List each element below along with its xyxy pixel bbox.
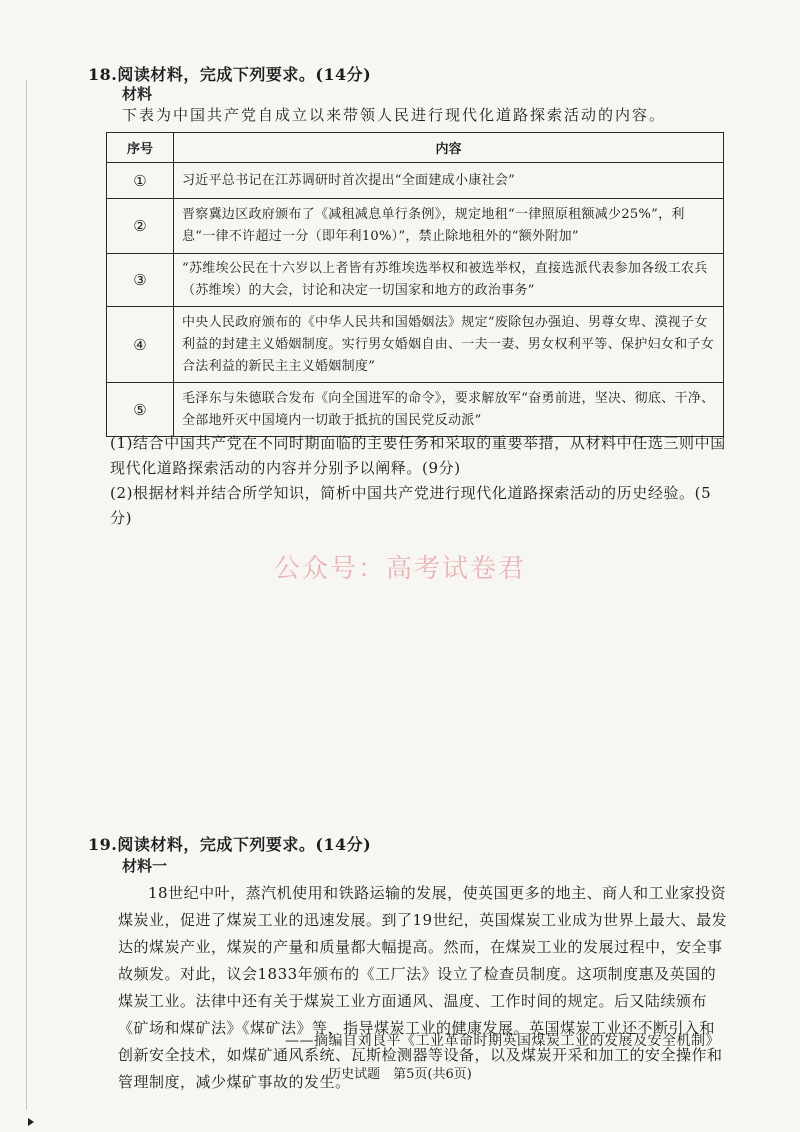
table-row <box>107 307 724 383</box>
row-content: 晋察冀边区政府颁布了《减租减息单行条例》，规定地租“一律照原租额减少25%”，利息“一律不许超过一分（即年利10%）”，禁止除地租外的“额外附加” <box>174 199 724 254</box>
q19-material-label: 材料一 <box>122 857 168 875</box>
q18-material-table <box>106 132 724 437</box>
q19-paragraph: 18世纪中叶，蒸汽机使用和铁路运输的发展，使英国更多的地主、商人和工业家投资煤炭业，促进了煤炭工业的迅速发展。到了19世纪，英国煤炭工业成为世界上最大、最发达的煤炭产业，煤炭的产量和质量都大幅提高。然而，在煤炭工业的发展过程中，安全事故频发。对此，议会1833年颁布的《工厂法》设立了检查员制度。这项制度惠及英国的煤炭工业。法律中还有关于煤炭工业方面通风、温度、工作时间的规定。后又陆续颁布《矿场和煤矿法》《煤矿法》等，指导煤炭工业的健康发展。英国煤炭工业还不断引入和创新安全技术，如煤矿通风系统、瓦斯检测器等设备，以及煤炭开采和加工的安全操作和管理制度，减少煤矿事故的发生。 <box>118 884 728 1091</box>
row-content: 中央人民政府颁布的《中华人民共和国婚姻法》规定“废除包办强迫、男尊女卑、漠视子女利益的封建主义婚姻制度。实行男女婚姻自由、一夫一妻、男女权利平等、保护妇女和子女合法利益的新民主主义婚姻制度” <box>174 307 724 383</box>
row-content: 习近平总书记在江苏调研时首次提出“全面建成小康社会” <box>174 163 724 199</box>
table-row <box>107 163 724 199</box>
q19-title: 19.阅读材料，完成下列要求。(14分) <box>88 835 372 854</box>
q18-intro: 下表为中国共产党自成立以来带领人民进行现代化道路探索活动的内容。 <box>122 106 667 124</box>
table-row <box>107 254 724 307</box>
q18-question-1: (1)结合中国共产党在不同时期面临的主要任务和采取的重要举措，从材料中任选三则中国现代化道路探索活动的内容并分别予以阐释。(9分) <box>110 434 726 477</box>
header-number: 序号 <box>107 133 174 163</box>
table-row <box>107 199 724 254</box>
row-number: ⑤ <box>107 383 174 437</box>
row-content: “苏维埃公民在十六岁以上者皆有苏维埃选举权和被选举权，直接选派代表参加各级工农兵（苏维埃）的大会，讨论和决定一切国家和地方的政治事务” <box>174 254 724 307</box>
table-header-row <box>107 133 724 163</box>
q18-question-2: (2)根据材料并结合所学知识，简析中国共产党进行现代化道路探索活动的历史经验。(5分) <box>110 484 712 527</box>
watermark: 公众号：高考试卷君 <box>273 554 526 584</box>
header-content: 内容 <box>174 133 724 163</box>
row-number: ④ <box>107 307 174 383</box>
row-content: 毛泽东与朱德联合发布《向全国进军的命令》，要求解放军“奋勇前进，坚决、彻底、干净、全部地歼灭中国境内一切敢于抵抗的国民党反动派” <box>174 383 724 437</box>
row-number: ③ <box>107 254 174 307</box>
q18-title: 18.阅读材料，完成下列要求。(14分) <box>88 65 372 84</box>
table-row <box>107 383 724 437</box>
row-number: ② <box>107 199 174 254</box>
page-footer: 历史试题 第5页(共6页) <box>328 1067 472 1082</box>
q19-source: ——摘编自刘良平《工业革命时期英国煤炭工业的发展及安全机制》 <box>285 1033 720 1049</box>
row-number: ① <box>107 163 174 199</box>
corner-mark <box>28 1118 34 1126</box>
page-edge-line <box>26 80 27 1110</box>
q18-material-label: 材料 <box>122 85 153 103</box>
